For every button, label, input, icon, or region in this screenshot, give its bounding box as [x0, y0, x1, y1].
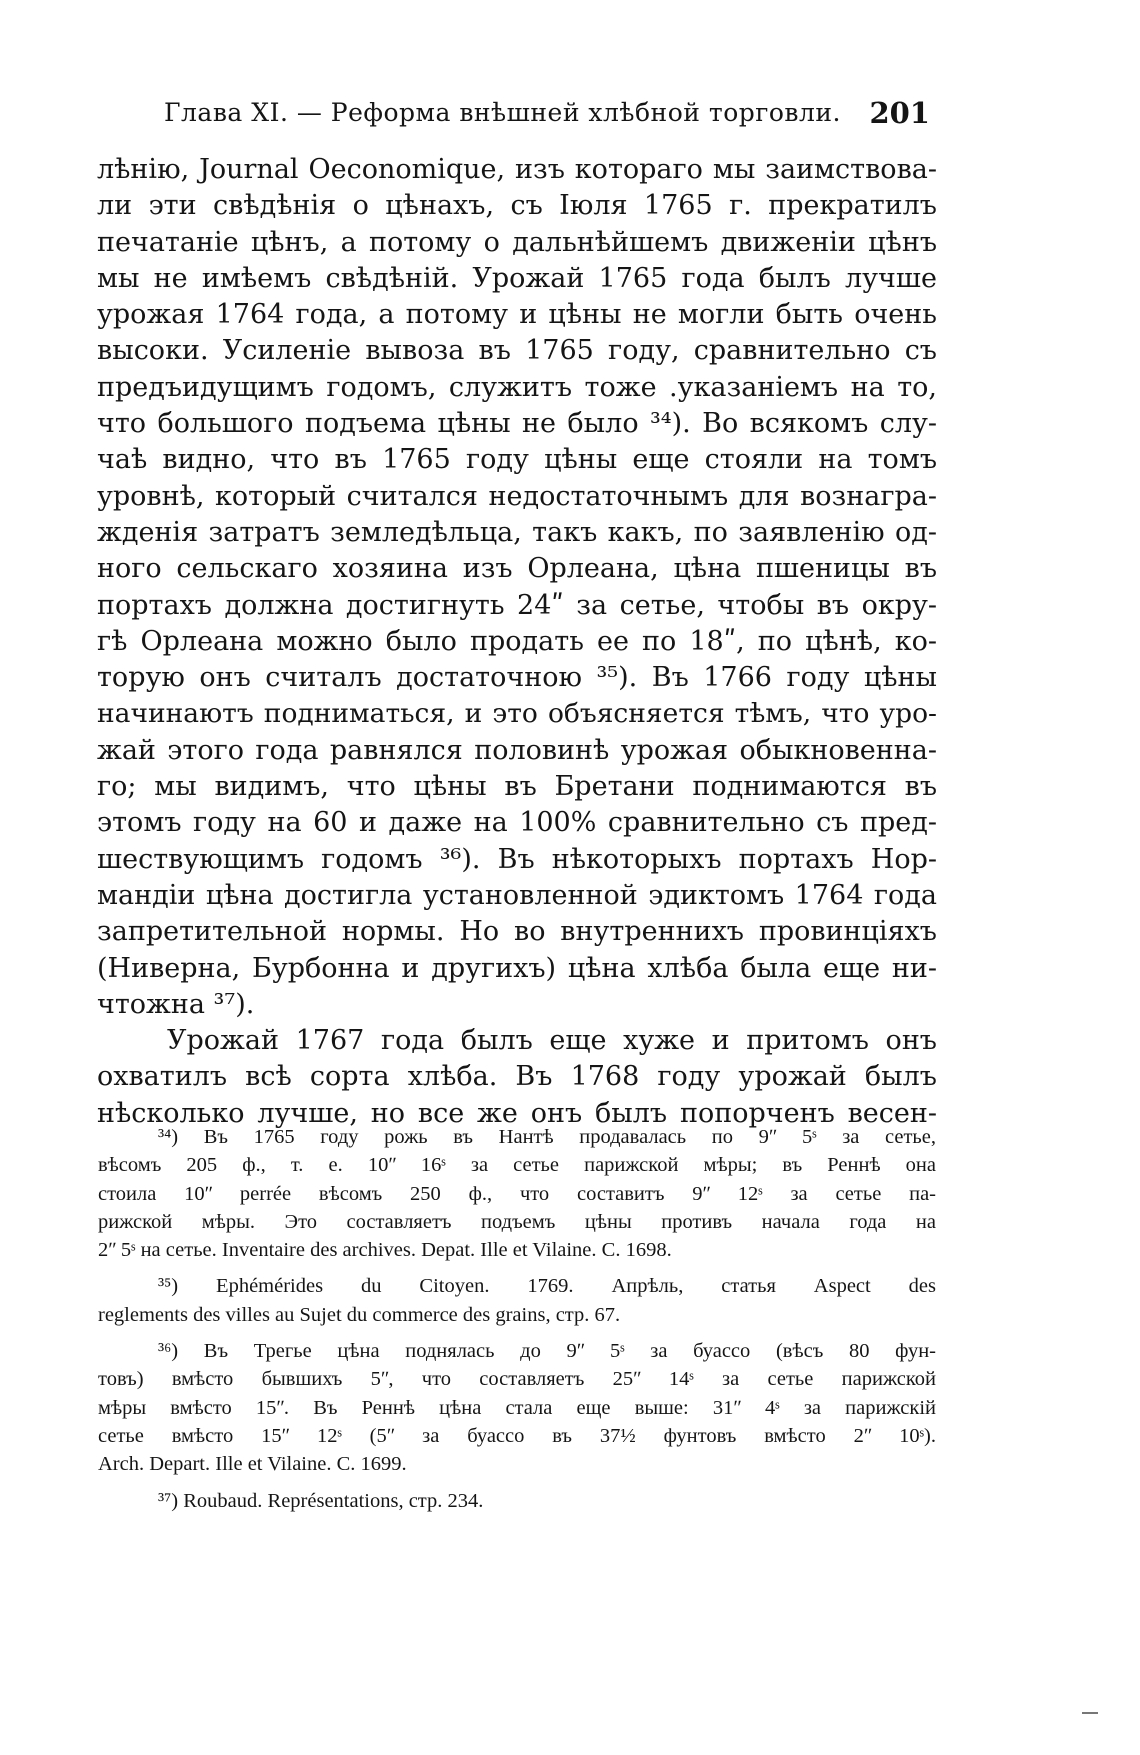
text-line: высоки. Усиленіе вывоза въ 1765 году, сравнительно съ: [97, 335, 937, 367]
footnote-36: [98, 1337, 936, 1478]
page-number: 201: [869, 96, 930, 130]
footnote-line: стоила 10ʺ perrée вѣсомъ 250 ф., что составитъ 9ʺ 12ˢ за сетье па-: [98, 1182, 936, 1205]
main-text: [97, 152, 937, 1132]
footnote-line: ³⁷) Roubaud. Représentations, стр. 234.: [158, 1489, 484, 1512]
footnote-line: мѣры вмѣсто 15ʺ. Въ Реннѣ цѣна стала еще выше: 31ʺ 4ˢ за парижскій: [98, 1396, 936, 1419]
footnote-gap: [98, 1479, 936, 1487]
footnote-35: [98, 1272, 936, 1329]
text-line: Урожай 1767 года былъ еще хуже и притомъ онъ: [167, 1025, 937, 1057]
footnote-line: ³⁶) Въ Трегье цѣна поднялась до 9ʺ 5ˢ за буассо (вѣсъ 80 фун-: [158, 1340, 936, 1363]
footnote-line: ³⁴) Въ 1765 году рожь въ Нантѣ продавалась по 9ʺ 5ˢ за сетье,: [158, 1126, 936, 1148]
footnote-line: 2ʺ 5ˢ на сетье. Inventaire des archives. Depat. Ille et Vilaine. C. 1698.: [98, 1239, 672, 1262]
footnote-37: [98, 1487, 936, 1515]
text-line: ли эти свѣдѣнія о цѣнахъ, съ Іюля 1765 г. прекратилъ: [97, 190, 937, 222]
text-line: гѣ Орлеана можно было продать ее по 18ʺ, по цѣнѣ, ко-: [97, 625, 937, 657]
text-line: шествующимъ годомъ ³⁶). Въ нѣкоторыхъ портахъ Нор-: [97, 843, 937, 875]
text-line: урожая 1764 года, а потому и цѣны не могли быть очень: [97, 299, 937, 331]
text-line: (Ниверна, Бурбонна и другихъ) цѣна хлѣба была еще ни-: [97, 952, 937, 984]
footnote-line: вѣсомъ 205 ф., т. е. 10ʺ 16ˢ за сетье парижской мѣры; въ Реннѣ она: [98, 1154, 936, 1177]
text-line: чтожна ³⁷).: [97, 988, 255, 1020]
footnotes: [98, 1123, 936, 1515]
text-line: этомъ году на 60 и даже на 100% сравнительно съ пред-: [97, 807, 937, 839]
text-line: мы не имѣемъ свѣдѣній. Урожай 1765 года былъ лучше: [97, 262, 937, 294]
footnote-line: reglements des villes au Sujet du commerce des grains, стр. 67.: [98, 1303, 621, 1326]
text-line: нѣсколько лучше, но все же онъ былъ попорченъ весен-: [97, 1097, 937, 1129]
text-line: жай этого года равнялся половинѣ урожая обыкновенна-: [97, 734, 937, 766]
footnote-line: Arch. Depart. Ille et Vilaine. C. 1699.: [98, 1453, 407, 1476]
text-line: жденія затратъ земледѣльца, такъ какъ, по заявленію од-: [97, 516, 937, 548]
scan-mark: [1082, 1712, 1098, 1714]
footnote-line: рижской мѣры. Это составляетъ подъемъ цѣны противъ начала года на: [98, 1210, 936, 1233]
text-line: что большого подъема цѣны не было ³⁴). Во всякомъ слу-: [97, 408, 937, 440]
footnote-gap: [98, 1329, 936, 1337]
text-line: уровнѣ, который считался недостаточнымъ для вознагра-: [97, 480, 937, 512]
text-line: го; мы видимъ, что цѣны въ Бретани поднимаются въ: [97, 771, 937, 803]
text-line: охватилъ всѣ сорта хлѣба. Въ 1768 году урожай былъ: [97, 1061, 937, 1093]
chapter-title: Глава XI. — Реформа внѣшней хлѣбной торговли.: [164, 98, 841, 127]
footnote-gap: [98, 1264, 936, 1272]
text-line: ного сельскаго хозяина изъ Орлеана, цѣна пшеницы въ: [97, 553, 937, 585]
running-header: [164, 98, 934, 138]
text-line: печатаніе цѣнъ, а потому о дальнѣйшемъ движеніи цѣнъ: [97, 226, 937, 258]
text-line: предъидущимъ годомъ, служитъ тоже .указаніемъ на то,: [97, 371, 937, 403]
text-line: торую онъ считалъ достаточною ³⁵). Въ 1766 году цѣны: [97, 662, 937, 694]
footnote-line: ³⁵) Ephémérides du Citoyen. 1769. Апрѣль, статья Aspect des: [158, 1275, 936, 1298]
footnote-34: [98, 1123, 936, 1264]
text-line: начинаютъ подниматься, и это объясняется тѣмъ, что уро-: [97, 698, 937, 730]
footnote-line: товъ) вмѣсто бывшихъ 5ʺ, что составляетъ 25ʺ 14ˢ за сетье парижской: [98, 1368, 936, 1391]
text-line: запретительной нормы. Но во внутреннихъ провинціяхъ: [97, 916, 937, 948]
footnote-line: сетье вмѣсто 15ʺ 12ˢ (5ʺ за буассо въ 37½ фунтовъ вмѣсто 2ʺ 10ˢ).: [98, 1424, 936, 1447]
text-line: портахъ должна достигнуть 24ʺ за сетье, чтобы въ окру-: [97, 589, 937, 621]
text-line: чаѣ видно, что въ 1765 году цѣны еще стояли на томъ: [97, 444, 937, 476]
text-line: мандіи цѣна достигла установленной эдиктомъ 1764 года: [97, 879, 937, 911]
text-line: лѣнію, Journal Oeconomique, изъ котораго мы заимствова-: [97, 154, 937, 185]
